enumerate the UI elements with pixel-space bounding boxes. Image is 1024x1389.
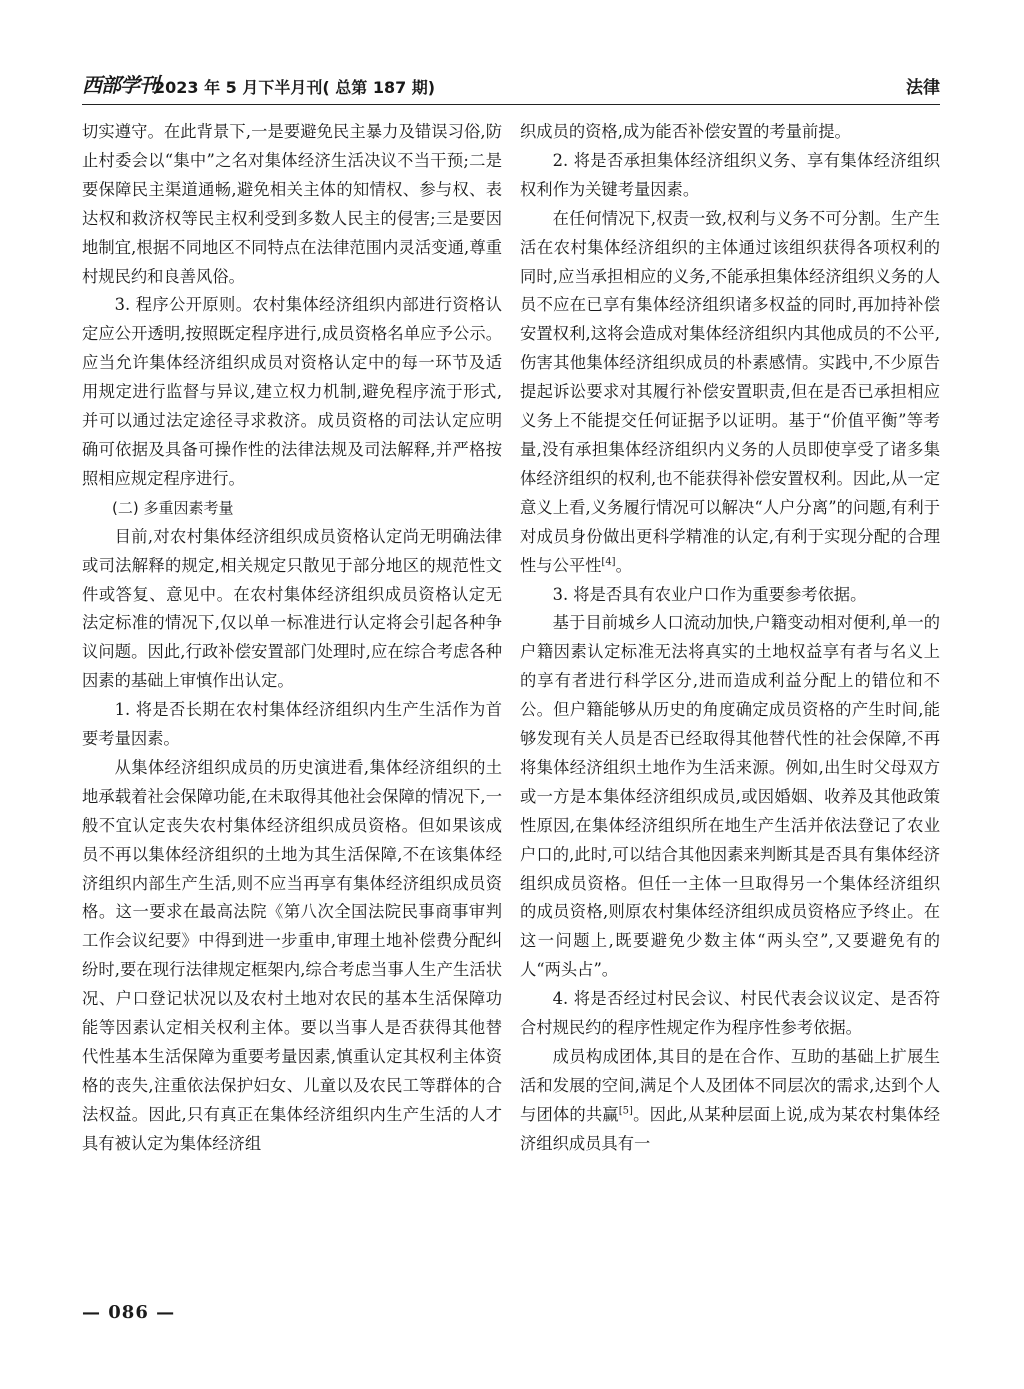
right-column [520, 118, 940, 1159]
paragraph [82, 754, 502, 1159]
paragraph-text: 切实遵守。在此背景下,一是要避免民主暴力及错误习俗,防止村委会以“集中”之名对集体经济生活决议不当干预;二是要保障民主渠道通畅,避免相关主体的知情权、参与权、表达权和救济权等民主权利受到多数人民主的侵害;三是要因地制宜,根据不同地区不同特点在法律范围内灵活变通,尊重村规民约和良善风俗。 [82, 122, 502, 286]
paragraph-text: 基于目前城乡人口流动加快,户籍变动相对便利,单一的户籍因素认定标准无法将真实的土地权益享有者与名义上的享有者进行科学区分,进而造成利益分配上的错位和不公。但户籍能够从历史的角度确定成员资格的产生时间,能够发现有关人员是否已经取得其他替代性的社会保障,不再将集体经济组织土地作为生活来源。例如,出生时父母双方或一方是本集体经济组织成员,或因婚姻、收养及其他政策性原因,在集体经济组织所在地生产生活并依法登记了农业户口的,此时,可以结合其他因素来判断其是否具有集体经济组织成员资格。但任一主体一旦取得另一个集体经济组织的成员资格,则原农村集体经济组织成员资格应予终止。在这一问题上,既要避免少数主体“两头空”,又要避免有的人“两头占”。 [520, 613, 940, 980]
paragraph-text: 3. 程序公开原则。农村集体经济组织内部进行资格认定应公开透明,按照既定程序进行,成员资格名单应予公示。应当允许集体经济组织成员对资格认定中的每一环节及适用规定进行监督与异议,建立权力机制,避免程序流于形式,并可以通过法定途径寻求救济。成员资格的司法认定应明确可依据及具备可操作性的法律法规及司法解释,并严格按照相应规定程序进行。 [82, 295, 502, 488]
paragraph [520, 1043, 940, 1159]
subsection-heading [82, 494, 502, 523]
left-column [82, 118, 502, 1159]
paragraph [520, 205, 940, 581]
paragraph-text: 在任何情况下,权责一致,权利与义务不可分割。生产生活在农村集体经济组织的主体通过该组织获得各项权利的同时,应当承担相应的义务,不能承担集体经济组织义务的人员不应在已享有集体经济组织诸多权益的同时,再加持补偿安置权利,这将会造成对集体经济组织内其他成员的不公平,伤害其他集体经济组织成员的朴素感情。实践中,不少原告提起诉讼要求对其履行补偿安置职责,但在是否已承担相应义务上不能提交任何证据予以证明。基于“价值平衡”等考量,没有承担集体经济组织内义务的人员即使享受了诸多集体经济组织的权利,也不能获得补偿安置权利。因此,从一定意义上看,义务履行情况可以解决“人户分离”的问题,有利于对成员身份做出更科学精准的认定,有利于实现分配的合理性与公平性 [520, 208, 940, 575]
section-label: 法律 [906, 78, 940, 98]
journal-logo: 西部学刊 [82, 73, 158, 97]
paragraph [82, 523, 502, 696]
paragraph [520, 609, 940, 985]
paragraph-text: 成员构成团体,其目的是在合作、互助的基础上扩展生活和发展的空间,满足个人及团体不同层次的需求,达到个人与团体的共赢 [520, 1047, 940, 1124]
paragraph-text: (二) 多重因素考量 [112, 498, 234, 517]
paragraph-text: 1. 将是否长期在农村集体经济组织内生产生活作为首要考量因素。 [82, 700, 502, 749]
paragraph [82, 118, 502, 291]
paragraph-text: 织成员的资格,成为能否补偿安置的考量前提。 [520, 122, 851, 141]
paragraph-text: 2. 将是否承担集体经济组织义务、享有集体经济组织权利作为关键考量因素。 [520, 150, 940, 199]
paragraph-text-tail: 。 [615, 555, 632, 575]
paragraph-text: 目前,对农村集体经济组织成员资格认定尚无明确法律或司法解释的规定,相关规定只散见于部分地区的规范性文件或答复、意见中。在农村集体经济组织成员资格认定无法定标准的情况下,仅以单一标准进行认定将会引起各种争议问题。因此,行政补偿安置部门处理时,应在综合考虑各种因素的基础上审慎作出认定。 [82, 526, 502, 691]
issue-info: 2023 年 5 月下半月刊( 总第 187 期) [154, 78, 436, 97]
paragraph [82, 696, 502, 754]
citation-ref: [4] [601, 556, 616, 568]
citation-ref: [5] [618, 1105, 633, 1117]
paragraph [520, 581, 940, 610]
paragraph-text: 从集体经济组织成员的历史演进看,集体经济组织的土地承载着社会保障功能,在未取得其他社会保障的情况下,一般不宜认定丧失农村集体经济组织成员资格。但如果该成员不再以集体经济组织的土地为其生活保障,不在该集体经济组织内部生产生活,则不应当再享有集体经济组织成员资格。这一要求在最高法院《第八次全国法院民事商事审判工作会议纪要》中得到进一步重申,审理土地补偿费分配纠纷时,要在现行法律规定框架内,综合考虑当事人生产生活状况、户口登记状况以及农村土地对农民的基本生活保障功能等因素认定相关权利主体。要以当事人是否获得其他替代性基本生活保障为重要考量因素,慎重认定其权利主体资格的丧失,注重依法保护妇女、儿童以及农民工等群体的合法权益。因此,只有真正在集体经济组织内生产生活的人才具有被认定为集体经济组 [82, 757, 502, 1153]
page-number: — 086 — [82, 1302, 176, 1323]
paragraph-text: 4. 将是否经过村民会议、村民代表会议议定、是否符合村规民约的程序性规定作为程序性参考依据。 [520, 989, 940, 1038]
paragraph-text: 3. 将是否具有农业户口作为重要参考依据。 [552, 584, 867, 604]
running-header [82, 64, 940, 105]
paragraph [520, 118, 940, 147]
paragraph-text-tail: 。因此,从某种层面上说,成为某农村集体经济组织成员具有一 [520, 1104, 940, 1153]
paragraph [520, 985, 940, 1043]
paragraph [520, 147, 940, 205]
paragraph [82, 291, 502, 493]
